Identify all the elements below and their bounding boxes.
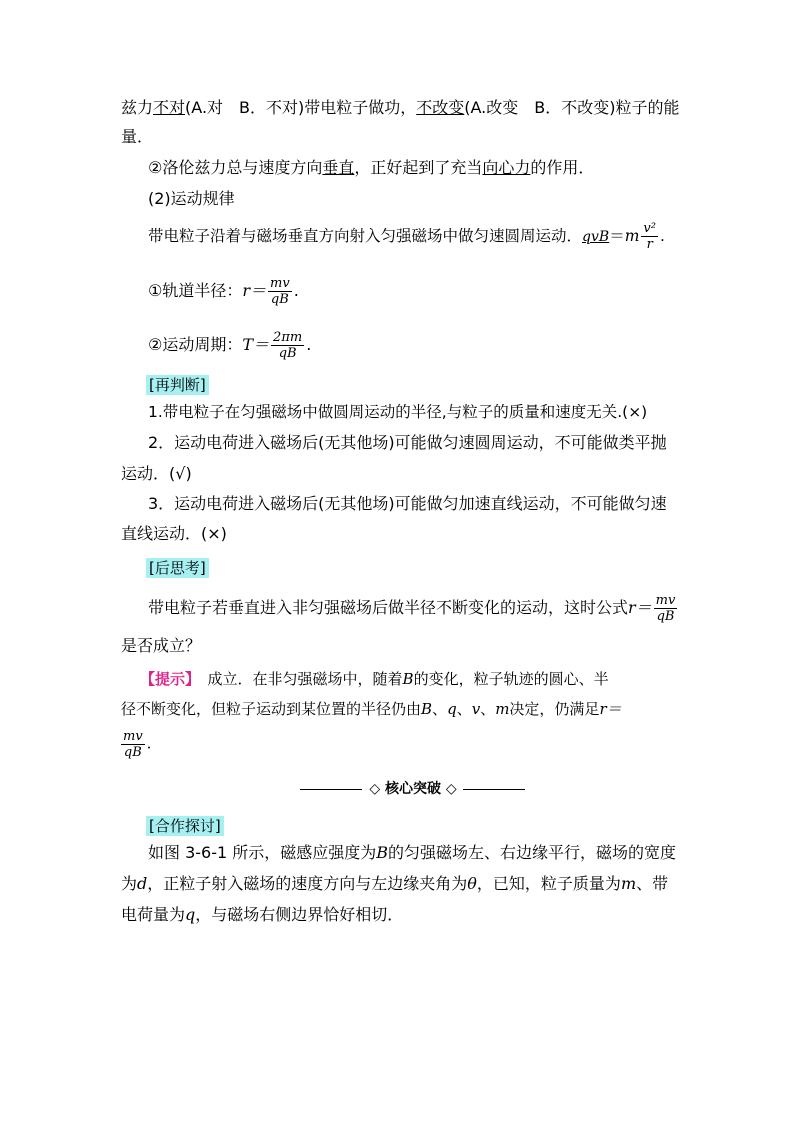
text: ，正好起到了充当	[354, 158, 483, 177]
paragraph-line	[121, 97, 679, 119]
question-line	[148, 593, 679, 624]
paragraph-line: 为d，正粒子射入磁场的速度方向与左边缘夹角为θ，已知，粒子质量为m、带	[121, 874, 669, 893]
hint-label: 【提示】	[140, 670, 193, 688]
text: 带电粒子沿着与磁场垂直方向射入匀强磁场中做匀速圆周运动．	[148, 227, 583, 245]
paragraph-line: 电荷量为q，与磁场右侧边界恰好相切．	[121, 905, 404, 924]
formula: r＝	[242, 281, 267, 300]
question-line: 是否成立？	[121, 636, 202, 655]
fraction: $\frac{mv}{qB}$	[123, 729, 143, 760]
paragraph-line: 如图 3-6-1 所示，磁感应强度为B的匀强磁场左、右边缘平行，磁场的宽度	[148, 843, 677, 862]
hint-line: $\frac{mv}{qB}$ .	[123, 729, 152, 760]
divider	[300, 789, 362, 790]
judgment-line: 1.带电粒子在匀强磁场中做圆周运动的半径,与粒子的质量和速度无关.(×)	[148, 403, 648, 421]
paragraph-line: 量．	[121, 127, 154, 146]
fraction: $\frac{mv}{qB}$	[270, 276, 290, 307]
paragraph-line: ②运动周期：T＝ $\frac{2\pi m}{qB}$ .	[148, 330, 312, 361]
formula: m	[624, 227, 640, 245]
text: 的作用．	[530, 158, 595, 177]
text: 带电粒子若垂直进入非匀强磁场后做半径不断变化的运动，这时公式	[148, 598, 629, 617]
text: ②运动周期：	[148, 335, 243, 354]
fraction: $\frac{\text{v²}}{r}$	[643, 221, 656, 252]
section-tag: [再判断]	[146, 375, 209, 395]
formula: qvB	[582, 229, 610, 245]
judgment-line: 2．运动电荷进入磁场后(无其他场)可能做匀速圆周运动，不可能做类平抛	[148, 433, 667, 452]
hint-line: 径不断变化，但粒子运动到某位置的半径仍由B、q、v、m决定，仍满足r＝	[121, 700, 622, 718]
text: ①轨道半径：	[148, 281, 243, 300]
formula: T＝	[242, 335, 270, 354]
section-tag: [合作探讨]	[146, 816, 224, 836]
paragraph-line: 带电粒子沿着与磁场垂直方向射入匀强磁场中做匀速圆周运动．qvB＝m $\frac{\text{v²}}{r}$ .	[148, 221, 665, 252]
answer-underlined: 垂直	[322, 158, 355, 177]
hint-line: 【提示】 成立．在非匀强磁场中，随着B的变化，粒子轨迹的圆心、半	[140, 670, 609, 688]
judgment-line: 3．运动电荷进入磁场后(无其他场)可能做匀加速直线运动，不可能做匀速	[148, 494, 667, 513]
answer-underlined: 不改变	[416, 98, 465, 117]
answer-underlined: 向心力	[482, 158, 531, 177]
answer-underlined: 不对	[153, 98, 186, 117]
core-breakthrough-header	[300, 778, 525, 800]
text: 兹力	[121, 98, 154, 117]
text: ＝	[609, 227, 625, 245]
divider	[463, 789, 525, 790]
text: (A.对 B．不对)带电粒子做功，	[185, 98, 417, 117]
judgment-line: 直线运动．(×)	[121, 524, 227, 543]
text: (A.改变 B．不改变)粒子的能	[464, 98, 680, 117]
fraction: $\frac{mv}{qB}$	[655, 593, 676, 624]
paragraph-line	[148, 157, 594, 179]
formula: r＝	[628, 598, 652, 617]
fraction: $\frac{2\pi m}{qB}$	[273, 330, 303, 361]
judgment-line: 运动．(√)	[121, 464, 192, 483]
text: ②洛伦兹力总与速度方向	[148, 158, 323, 177]
section-heading: (2)运动规律	[148, 189, 235, 208]
section-tag: [后思考]	[146, 558, 209, 578]
paragraph-line: ①轨道半径：r＝ $\frac{mv}{qB}$ .	[148, 276, 299, 307]
section-title: ◇ 核心突破 ◇	[369, 781, 457, 797]
